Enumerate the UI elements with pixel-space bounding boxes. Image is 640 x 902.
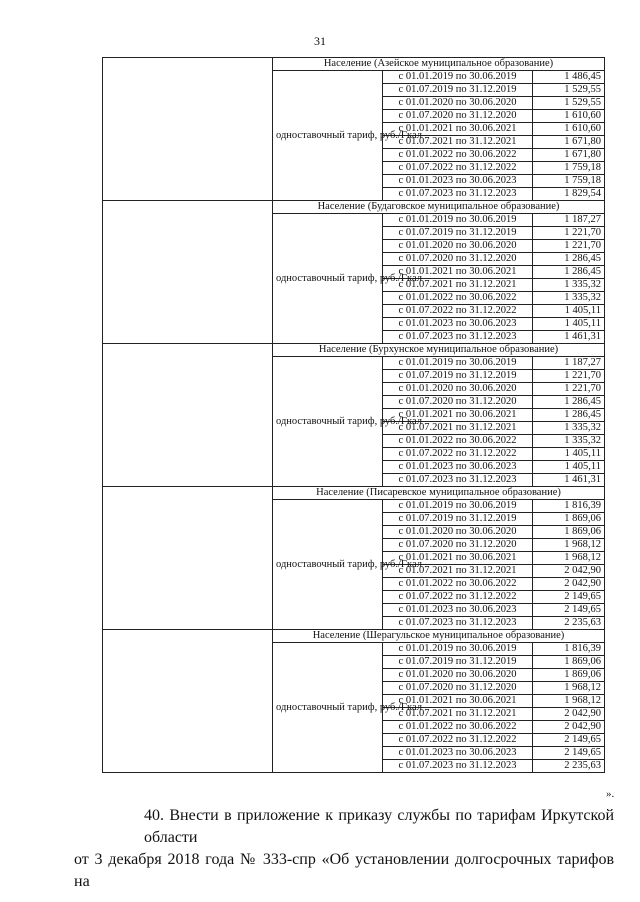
period-cell: с 01.01.2019 по 30.06.2019 bbox=[383, 357, 533, 370]
period-cell: с 01.07.2021 по 31.12.2021 bbox=[383, 136, 533, 149]
tariff-value-cell: 1 335,32 bbox=[533, 422, 605, 435]
period-cell: с 01.01.2020 по 30.06.2020 bbox=[383, 97, 533, 110]
tariff-value-cell: 1 405,11 bbox=[533, 305, 605, 318]
period-cell: с 01.07.2021 по 31.12.2021 bbox=[383, 422, 533, 435]
tariff-kind-label: одноставочный тариф, руб./Гкал bbox=[273, 643, 383, 773]
period-cell: с 01.07.2019 по 31.12.2019 bbox=[383, 513, 533, 526]
period-cell: с 01.01.2019 по 30.06.2019 bbox=[383, 71, 533, 84]
period-cell: с 01.07.2020 по 31.12.2020 bbox=[383, 396, 533, 409]
period-cell: с 01.01.2023 по 30.06.2023 bbox=[383, 461, 533, 474]
period-cell: с 01.07.2023 по 31.12.2023 bbox=[383, 617, 533, 630]
tariff-value-cell: 1 335,32 bbox=[533, 292, 605, 305]
period-cell: с 01.01.2020 по 30.06.2020 bbox=[383, 526, 533, 539]
period-cell: с 01.07.2020 по 31.12.2020 bbox=[383, 110, 533, 123]
tariff-kind-label: одноставочный тариф, руб./Гкал bbox=[273, 357, 383, 487]
period-cell: с 01.07.2021 по 31.12.2021 bbox=[383, 708, 533, 721]
tariff-value-cell: 1 671,80 bbox=[533, 136, 605, 149]
tariff-value-cell: 1 461,31 bbox=[533, 474, 605, 487]
tariff-kind-label: одноставочный тариф, руб./Гкал bbox=[273, 500, 383, 630]
period-cell: с 01.07.2023 по 31.12.2023 bbox=[383, 188, 533, 201]
tariff-value-cell: 1 221,70 bbox=[533, 383, 605, 396]
tariff-value-cell: 2 235,63 bbox=[533, 617, 605, 630]
empty-cell bbox=[103, 344, 273, 487]
tariff-value-cell: 2 235,63 bbox=[533, 760, 605, 773]
period-cell: с 01.07.2023 по 31.12.2023 bbox=[383, 760, 533, 773]
section-header-row bbox=[103, 58, 605, 71]
tariff-kind-label: одноставочный тариф, руб./Гкал bbox=[273, 71, 383, 201]
tariff-value-cell: 1 610,60 bbox=[533, 123, 605, 136]
tariff-value-cell: 2 149,65 bbox=[533, 591, 605, 604]
period-cell: с 01.07.2019 по 31.12.2019 bbox=[383, 656, 533, 669]
section-title: Население (Бурхунское муниципальное образование) bbox=[273, 344, 605, 357]
tariff-value-cell: 1 869,06 bbox=[533, 526, 605, 539]
period-cell: с 01.07.2022 по 31.12.2022 bbox=[383, 162, 533, 175]
period-cell: с 01.01.2022 по 30.06.2022 bbox=[383, 292, 533, 305]
period-cell: с 01.07.2022 по 31.12.2022 bbox=[383, 305, 533, 318]
tariff-value-cell: 2 149,65 bbox=[533, 747, 605, 760]
tariff-value-cell: 1 335,32 bbox=[533, 435, 605, 448]
period-cell: с 01.07.2022 по 31.12.2022 bbox=[383, 734, 533, 747]
closing-quote: ». bbox=[606, 788, 615, 800]
tariff-value-cell: 1 221,70 bbox=[533, 227, 605, 240]
tariff-value-cell: 1 335,32 bbox=[533, 279, 605, 292]
period-cell: с 01.01.2020 по 30.06.2020 bbox=[383, 669, 533, 682]
tariff-value-cell: 1 286,45 bbox=[533, 253, 605, 266]
period-cell: с 01.07.2019 по 31.12.2019 bbox=[383, 84, 533, 97]
period-cell: с 01.01.2020 по 30.06.2020 bbox=[383, 240, 533, 253]
tariff-value-cell: 2 042,90 bbox=[533, 721, 605, 734]
period-cell: с 01.07.2023 по 31.12.2023 bbox=[383, 474, 533, 487]
tariff-value-cell: 1 187,27 bbox=[533, 357, 605, 370]
tariff-value-cell: 1 869,06 bbox=[533, 656, 605, 669]
period-cell: с 01.07.2020 по 31.12.2020 bbox=[383, 253, 533, 266]
tariff-value-cell: 1 286,45 bbox=[533, 266, 605, 279]
tariff-value-cell: 1 816,39 bbox=[533, 643, 605, 656]
section-title: Население (Шерагульское муниципальное образование) bbox=[273, 630, 605, 643]
tariff-value-cell: 1 221,70 bbox=[533, 370, 605, 383]
paragraph-line: от 3 декабря 2018 года № 333-спр «Об установлении долгосрочных тарифов на bbox=[74, 851, 614, 890]
tariff-value-cell: 1 869,06 bbox=[533, 513, 605, 526]
section-header-row bbox=[103, 201, 605, 214]
empty-cell bbox=[103, 487, 273, 630]
section-header-row bbox=[103, 487, 605, 500]
period-cell: с 01.01.2021 по 30.06.2021 bbox=[383, 552, 533, 565]
empty-cell bbox=[103, 630, 273, 773]
tariff-value-cell: 1 968,12 bbox=[533, 552, 605, 565]
tariff-kind-label: одноставочный тариф, руб./Гкал bbox=[273, 214, 383, 344]
period-cell: с 01.01.2022 по 30.06.2022 bbox=[383, 578, 533, 591]
tariff-value-cell: 2 149,65 bbox=[533, 734, 605, 747]
period-cell: с 01.01.2023 по 30.06.2023 bbox=[383, 175, 533, 188]
tariff-value-cell: 1 671,80 bbox=[533, 149, 605, 162]
tariff-value-cell: 1 405,11 bbox=[533, 461, 605, 474]
tariff-value-cell: 1 461,31 bbox=[533, 331, 605, 344]
tariff-value-cell: 1 187,27 bbox=[533, 214, 605, 227]
period-cell: с 01.01.2022 по 30.06.2022 bbox=[383, 721, 533, 734]
tariff-value-cell: 2 042,90 bbox=[533, 708, 605, 721]
tariff-value-cell: 1 405,11 bbox=[533, 318, 605, 331]
tariff-value-cell: 1 405,11 bbox=[533, 448, 605, 461]
period-cell: с 01.01.2021 по 30.06.2021 bbox=[383, 266, 533, 279]
period-cell: с 01.01.2022 по 30.06.2022 bbox=[383, 149, 533, 162]
tariff-value-cell: 1 529,55 bbox=[533, 84, 605, 97]
period-cell: с 01.01.2021 по 30.06.2021 bbox=[383, 409, 533, 422]
period-cell: с 01.07.2020 по 31.12.2020 bbox=[383, 682, 533, 695]
period-cell: с 01.01.2020 по 30.06.2020 bbox=[383, 383, 533, 396]
period-cell: с 01.01.2019 по 30.06.2019 bbox=[383, 214, 533, 227]
section-title: Население (Писаревское муниципальное образование) bbox=[273, 487, 605, 500]
period-cell: с 01.07.2020 по 31.12.2020 bbox=[383, 539, 533, 552]
tariff-value-cell: 1 486,45 bbox=[533, 71, 605, 84]
section-title: Население (Будаговское муниципальное образование) bbox=[273, 201, 605, 214]
tariff-value-cell: 1 759,18 bbox=[533, 162, 605, 175]
tariff-value-cell: 1 968,12 bbox=[533, 695, 605, 708]
section-header-row bbox=[103, 630, 605, 643]
period-cell: с 01.07.2021 по 31.12.2021 bbox=[383, 279, 533, 292]
tariff-value-cell: 2 042,90 bbox=[533, 578, 605, 591]
page-number: 31 bbox=[314, 34, 326, 48]
period-cell: с 01.07.2023 по 31.12.2023 bbox=[383, 331, 533, 344]
paragraph-line: 40. Внести в приложение к приказу службы по тарифам Иркутской области bbox=[144, 807, 614, 846]
tariff-table bbox=[102, 57, 605, 773]
period-cell: с 01.07.2022 по 31.12.2022 bbox=[383, 591, 533, 604]
tariff-value-cell: 1 221,70 bbox=[533, 240, 605, 253]
section-title: Население (Азейское муниципальное образование) bbox=[273, 58, 605, 71]
tariff-value-cell: 1 816,39 bbox=[533, 500, 605, 513]
tariff-value-cell: 2 042,90 bbox=[533, 565, 605, 578]
tariff-value-cell: 1 869,06 bbox=[533, 669, 605, 682]
tariff-value-cell: 1 529,55 bbox=[533, 97, 605, 110]
period-cell: с 01.01.2019 по 30.06.2019 bbox=[383, 643, 533, 656]
period-cell: с 01.01.2019 по 30.06.2019 bbox=[383, 500, 533, 513]
period-cell: с 01.07.2019 по 31.12.2019 bbox=[383, 227, 533, 240]
tariff-value-cell: 1 286,45 bbox=[533, 396, 605, 409]
empty-cell bbox=[103, 58, 273, 201]
period-cell: с 01.07.2021 по 31.12.2021 bbox=[383, 565, 533, 578]
period-cell: с 01.01.2023 по 30.06.2023 bbox=[383, 747, 533, 760]
section-header-row bbox=[103, 344, 605, 357]
tariff-value-cell: 1 610,60 bbox=[533, 110, 605, 123]
period-cell: с 01.07.2019 по 31.12.2019 bbox=[383, 370, 533, 383]
period-cell: с 01.01.2023 по 30.06.2023 bbox=[383, 318, 533, 331]
tariff-value-cell: 1 286,45 bbox=[533, 409, 605, 422]
body-paragraph bbox=[74, 805, 614, 893]
tariff-value-cell: 1 759,18 bbox=[533, 175, 605, 188]
period-cell: с 01.01.2023 по 30.06.2023 bbox=[383, 604, 533, 617]
period-cell: с 01.07.2022 по 31.12.2022 bbox=[383, 448, 533, 461]
tariff-value-cell: 1 829,54 bbox=[533, 188, 605, 201]
tariff-value-cell: 1 968,12 bbox=[533, 539, 605, 552]
tariff-value-cell: 1 968,12 bbox=[533, 682, 605, 695]
period-cell: с 01.01.2021 по 30.06.2021 bbox=[383, 695, 533, 708]
empty-cell bbox=[103, 201, 273, 344]
tariff-table-body bbox=[103, 58, 605, 773]
period-cell: с 01.01.2021 по 30.06.2021 bbox=[383, 123, 533, 136]
tariff-value-cell: 2 149,65 bbox=[533, 604, 605, 617]
period-cell: с 01.01.2022 по 30.06.2022 bbox=[383, 435, 533, 448]
